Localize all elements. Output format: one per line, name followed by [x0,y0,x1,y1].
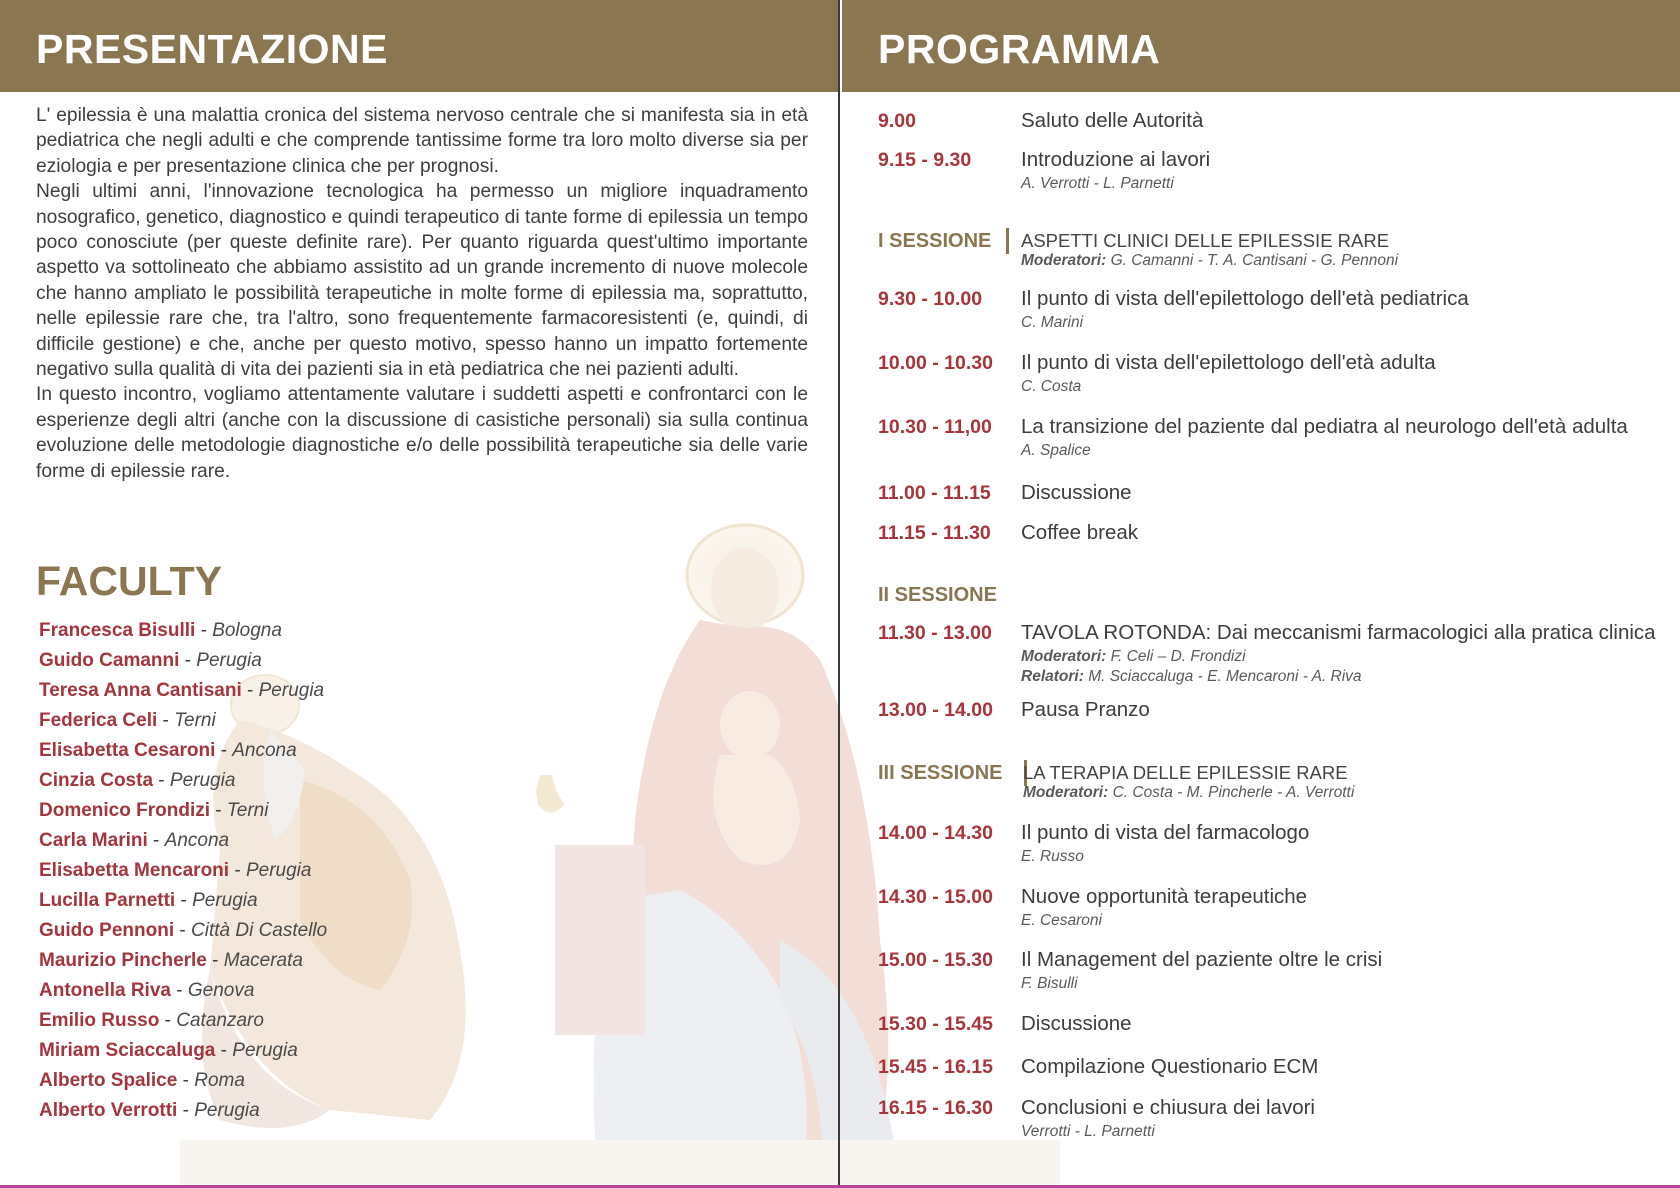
slot-time: 11.00 - 11.15 [878,482,991,504]
slot-time: 9.00 [878,110,916,132]
slot-title: Discussione [1021,481,1132,504]
slot-time: 9.30 - 10.00 [878,288,983,310]
faculty-separator: - [177,1070,195,1091]
slot-time: 13.00 - 14.00 [878,699,993,721]
faculty-separator: - [177,1100,195,1121]
faculty-member [39,1096,327,1126]
session-label: I SESSIONE [878,230,992,252]
faculty-member [39,856,327,886]
faculty-member-city: Macerata [223,950,303,971]
slot-speaker: Verrotti - L. Parnetti [1021,1123,1155,1140]
faculty-separator: - [229,860,246,881]
slot-title: TAVOLA ROTONDA: Dai meccanismi farmacologici alla pratica clinica [1021,621,1656,644]
session-separator [1006,228,1009,254]
faculty-member-city: Terni [174,710,216,731]
faculty-separator: - [206,950,224,971]
presentazione-text: L' epilessia è una malattia cronica del sistema nervoso centrale che si manifesta sia in età pediatrica che negli adulti e che comprende tantissime forme tra loro molto diverse sia per eziologia e per presentazione clinica che per prognosi. Negli ultimi anni, l'innovazione tecnologica ha permesso un migliore inquadramento nosografico, genetico, diagnostico e quindi terapeutico di tante forme di epilessia un tempo poco conosciute (per queste definite rare). Per quanto riguarda quest'ultimo importante aspetto va sottolineato che abbiamo assistito ad un grande incremento di nuove molecole che hanno ampliato le possibilità terapeutiche in molte forme di epilessia ma, soprattutto, nelle epilessie rare che, tra l'altro, sono frequentemente farmacoresistenti (e, quindi, di difficile gestione) e che, anche per questo motivo, spesso hanno un impatto fortemente negativo sulla qualità di vita dei pazienti sia in età pediatrica che nei pazienti adulti. In questo incontro, vogliamo attentamente valutare i suddetti aspetti e confrontarci con le esperienze degli altri (anche con la discussione di casistiche personali) sia sulla continua evoluzione delle metodologie diagnostiche e/o delle possibilità terapeutiche sia delle varie forme di epilessie rare. [36,105,808,482]
slot-title: Compilazione Questionario ECM [1021,1055,1319,1078]
slot-title: Il Management del paziente oltre le crisi [1021,948,1383,971]
faculty-separator: - [215,1040,233,1061]
slot-time: 10.00 - 10.30 [878,352,993,374]
session-moderators [1023,783,1354,803]
slot-time: 15.00 - 15.30 [878,949,993,971]
slot-time: 15.30 - 15.45 [878,1013,993,1035]
faculty-member-name: Francesca Bisulli [39,620,196,641]
faculty-member [39,1036,327,1066]
faculty-member-name: Lucilla Parnetti [39,890,176,911]
faculty-member [39,946,327,976]
faculty-separator: - [215,740,233,761]
faculty-member-city: Catanzaro [176,1010,264,1031]
faculty-member [39,1006,327,1036]
faculty-member [39,736,327,766]
faculty-member-city: Ancona [232,740,297,761]
faculty-separator: - [159,1010,177,1031]
faculty-separator: - [153,770,170,791]
presentazione-header-band [0,0,838,92]
faculty-member-name: Elisabetta Mencaroni [39,860,230,881]
faculty-member-city: Perugia [258,680,325,701]
faculty-member-name: Cinzia Costa [39,770,154,791]
faculty-member-name: Maurizio Pincherle [39,950,207,971]
slot-title: La transizione del paziente dal pediatra al neurologo dell'età adulta [1021,415,1628,438]
faculty-member-name: Elisabetta Cesaroni [39,740,216,761]
faculty-member-name: Carla Marini [39,830,148,851]
faculty-member-name: Domenico Frondizi [39,800,210,821]
slot-moderators [1021,647,1246,667]
slot-speaker: E. Cesaroni [1021,912,1102,929]
faculty-member [39,676,327,706]
slot-title: Il punto di vista dell'epilettologo dell'età pediatrica [1021,287,1469,310]
slot-title: Pausa Pranzo [1021,698,1150,721]
faculty-member-name: Antonella Riva [39,980,171,1001]
faculty-member [39,616,327,646]
slot-title: Nuove opportunità terapeutiche [1021,885,1308,908]
slot-speaker: C. Costa [1021,378,1082,395]
faculty-list [39,616,327,1126]
faculty-member-city: Perugia [169,770,236,791]
slot-title: Il punto di vista del farmacologo [1021,821,1310,844]
faculty-member-city: Città Di Castello [191,920,328,941]
faculty-separator: - [147,830,165,851]
session-title: LA TERAPIA DELLE EPILESSIE RARE [1023,762,1348,783]
moderators-label: Moderatori: [1021,648,1107,665]
slot-title: Introduzione ai lavori [1021,148,1211,171]
moderators-names: G. Camanni - T. A. Cantisani - G. Pennoni [1110,252,1399,269]
session-title: ASPETTI CLINICI DELLE EPILESSIE RARE [1021,230,1390,251]
faculty-separator: - [195,620,213,641]
faculty-separator: - [174,920,191,941]
slot-time: 10.30 - 11,00 [878,416,992,438]
faculty-member-name: Alberto Spalice [39,1070,178,1091]
slot-speaker: C. Marini [1021,314,1084,331]
programma-title: PROGRAMMA [878,26,1161,72]
faculty-separator: - [241,680,259,701]
slot-time: 14.30 - 15.00 [878,886,993,908]
relatori-names: M. Sciaccaluga - E. Mencaroni - A. Riva [1088,668,1362,685]
faculty-member-name: Alberto Verrotti [39,1100,178,1121]
programma-header-band [842,0,1680,92]
slot-speaker: F. Bisulli [1021,975,1078,992]
faculty-separator: - [170,980,188,1001]
faculty-title: FACULTY [36,558,223,604]
moderators-names: F. Celi – D. Frondizi [1110,648,1246,665]
moderators-label: Moderatori: [1021,252,1107,269]
moderators-label: Moderatori: [1023,784,1109,801]
faculty-member-name: Guido Camanni [39,650,180,671]
faculty-member [39,976,327,1006]
relatori-label: Relatori: [1021,668,1084,685]
faculty-member [39,886,327,916]
faculty-member [39,1066,327,1096]
faculty-member-name: Guido Pennoni [39,920,175,941]
faculty-member-name: Miriam Sciaccaluga [39,1040,216,1061]
faculty-member-city: Roma [194,1070,245,1091]
slot-title: Discussione [1021,1012,1132,1035]
slot-speaker: A. Spalice [1021,442,1091,459]
faculty-separator: - [179,650,197,671]
slot-time: 15.45 - 16.15 [878,1056,993,1078]
slot-speaker: E. Russo [1021,848,1084,865]
faculty-member-city: Perugia [196,650,262,671]
session-label: II SESSIONE [878,584,997,606]
faculty-member-city: Genova [187,980,255,1001]
slot-speaker: A. Verrotti - L. Parnetti [1021,175,1174,192]
slot-time: 11.15 - 11.30 [878,522,991,544]
faculty-member-name: Federica Celi [39,710,158,731]
slot-title: Coffee break [1021,521,1139,544]
session-moderators [1021,251,1398,271]
faculty-member-city: Terni [226,800,269,821]
faculty-separator: - [210,800,227,821]
slot-title: Saluto delle Autorità [1021,109,1204,132]
presentazione-title: PRESENTAZIONE [36,26,388,72]
faculty-member-name: Teresa Anna Cantisani [39,680,242,701]
faculty-member [39,766,327,796]
slot-title: Il punto di vista dell'epilettologo dell'età adulta [1021,351,1436,374]
faculty-member [39,646,327,676]
slot-relatori [1021,667,1362,687]
faculty-member-city: Perugia [232,1040,298,1061]
column-divider [838,0,840,1188]
faculty-member-name: Emilio Russo [39,1010,160,1031]
faculty-separator: - [175,890,193,911]
slot-time: 14.00 - 14.30 [878,822,993,844]
slot-title: Conclusioni e chiusura dei lavori [1021,1096,1315,1119]
faculty-member [39,796,327,826]
faculty-member [39,706,327,736]
moderators-names: C. Costa - M. Pincherle - A. Verrotti [1112,784,1355,801]
faculty-separator: - [157,710,175,731]
faculty-member-city: Ancona [164,830,230,851]
slot-time: 9.15 - 9.30 [878,149,972,171]
faculty-member [39,826,327,856]
faculty-member-city: Perugia [245,860,312,881]
faculty-member-city: Perugia [194,1100,260,1121]
slot-time: 16.15 - 16.30 [878,1097,993,1119]
slot-time: 11.30 - 13.00 [878,622,992,644]
faculty-member [39,916,327,946]
session-label: III SESSIONE [878,762,1003,784]
faculty-member-city: Perugia [192,890,258,911]
faculty-member-city: Bologna [212,620,282,641]
